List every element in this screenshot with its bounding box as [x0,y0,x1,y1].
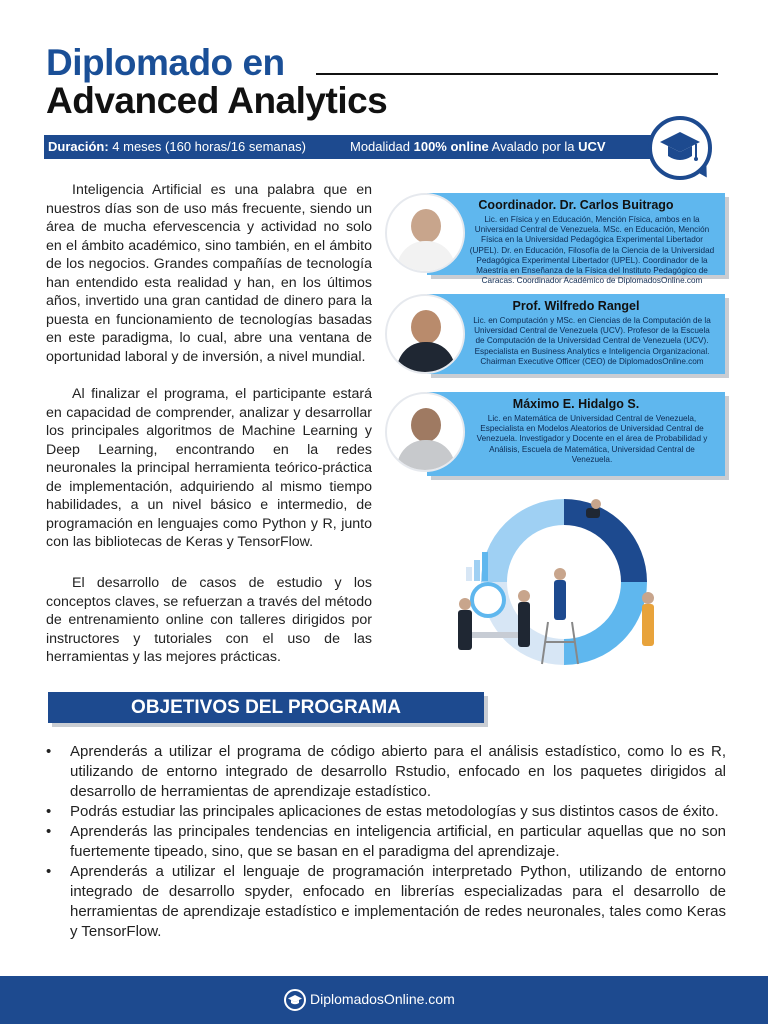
avatar-head [411,408,441,442]
avatar-body [397,440,455,472]
avatar-head [411,310,441,344]
modality-prefix: Modalidad [350,139,414,154]
instructor-description: Lic. en Computación y MSc. en Ciencias de la Computación de la Universidad Central de Venezuela (UCV). Profesor de la Escuela de Computación de la Universidad Central de Venezuela (UCV). Especialista en Business Analytics e Inteligencia Organizacional. Chairman Executive Officer (CEO) de DiplomadosOnline.com [473,316,711,366]
instructor-card [427,392,725,476]
outcome-paragraph: Al finalizar el programa, el participante estará en capacidad de comprender, analizar y desarrollar los principales algoritmos de Machine Learning y Deep Learning, encontrando en la redes neuronales la principal herramienta teórico-práctica de implementación, adquiriendo al mismo tiempo habilidades, a un nivel básico e intermedio, de programación en lenguajes como Python y R, junto con las bibliotecas de Keras y TensorFlow. [46,386,372,550]
instructor-name: Coordinador. Dr. Carlos Buitrago [478,198,674,212]
list-item: • Aprenderás a utilizar el lenguaje de programación interpretado Python, utilizando de entorno integrado de desarrollo spyder, enfocado en librerías especializadas para el desarrollo de herramientas de aprendizaje estadístico e implementación de redes neuronales, tales como Keras y TensorFlow. [46,862,726,942]
instructor-name: Prof. Wilfredo Rangel [512,299,640,313]
avatar [385,193,465,273]
modality-info [350,139,606,154]
avatar-head [411,209,441,243]
duration-value: 4 meses (160 horas/16 semanas) [108,139,306,154]
graduation-cap-icon [284,989,306,1011]
footer-website-link[interactable]: DiplomadosOnline.com [310,991,455,1007]
avatar-body [397,241,455,273]
analytics-illustration [446,492,682,682]
list-item: • Aprenderás a utilizar el programa de código abierto para el análisis estadístico, como lo es R, utilizando de entorno integrado de desarrollo Rstudio, enfocado en los paquetes dirigidos al desarrollo de herramientas de aprendizaje estadístico. [46,742,726,802]
list-item: • Aprenderás las principales tendencias en inteligencia artificial, en particular aquellas que no son fuertemente tipeado, sino, que se basan en el paradigma del aprendizaje. [46,822,726,862]
endorsed-value: UCV [578,139,606,154]
objectives-list [46,742,726,942]
list-item: • Podrás estudiar las principales aplicaciones de estas metodologías y sus distintos casos de éxito. [46,802,726,822]
instructor-card [427,294,725,374]
instructor-name: Máximo E. Hidalgo S. [512,397,640,411]
instructor-description: Lic. en Matemática de Universidad Central de Venezuela, Especialista en Modelos Aleatorios de Universidad Central de Venezuela. Investigador y Docente en el área de Probabilidad y Análisis, Escuela de Matemática, Universidad Central de Venezuela. [476,414,708,464]
instructor-card [427,193,725,286]
intro-paragraph: Inteligencia Artificial es una palabra que en nuestros días son de uso más frecuente, siendo un área de mucha efervescencia y actividad no solo en el ámbito académico, sino también, en el ámbito de los negocios. Grandes compañías de tecnología han entendido esta realidad y han, en los últimos años, invertido una gran cantidad de dinero para la puesta en funcionamiento de tecnologías basadas en este paradigma, lo cual, abre una ventana de oportunidad laboral y de inversión, a nivel mundial. [46,182,372,365]
objectives-heading: OBJETIVOS DEL PROGRAMA [48,692,484,723]
footer [0,976,768,1024]
title-divider [316,73,718,75]
graduation-cap-badge [648,116,712,180]
avatar [385,392,465,472]
duration-label: Duración: [48,139,109,154]
avatar [385,294,465,374]
endorsed-prefix: Avalado por la [488,139,579,154]
graduation-cap-icon [658,128,702,168]
avatar-body [397,342,455,374]
instructor-description: Lic. en Física y en Educación, Mención Física, ambos en la Universidad Central de Venezuela. MSc. en Educación, Mención Física en la Universidad Pedagógica Experimental Libertador (UPEL). Dr. en Educación, Filosofía de la Ciencia de la Universidad Pedagógica Experimental Libertador (UPEL). Coordinador de la Maestría en Enseñanza de la Física del Instituto Pedagógico de Caracas. Coordinador Académico de DiplomadosOnline.com [469,215,715,286]
duration-info [48,139,306,154]
modality-value: 100% online [413,139,489,154]
page-title-line2: Advanced Analytics [46,80,388,121]
methodology-paragraph: El desarrollo de casos de estudio y los conceptos claves, se refuerzan a través del método de entrenamiento online con talleres dirigidos por instructores y tutoriales con el uso de las herramientas y las mejores prácticas. [46,575,372,665]
info-band [44,135,696,159]
page-title-line1: Diplomado en [46,42,285,83]
